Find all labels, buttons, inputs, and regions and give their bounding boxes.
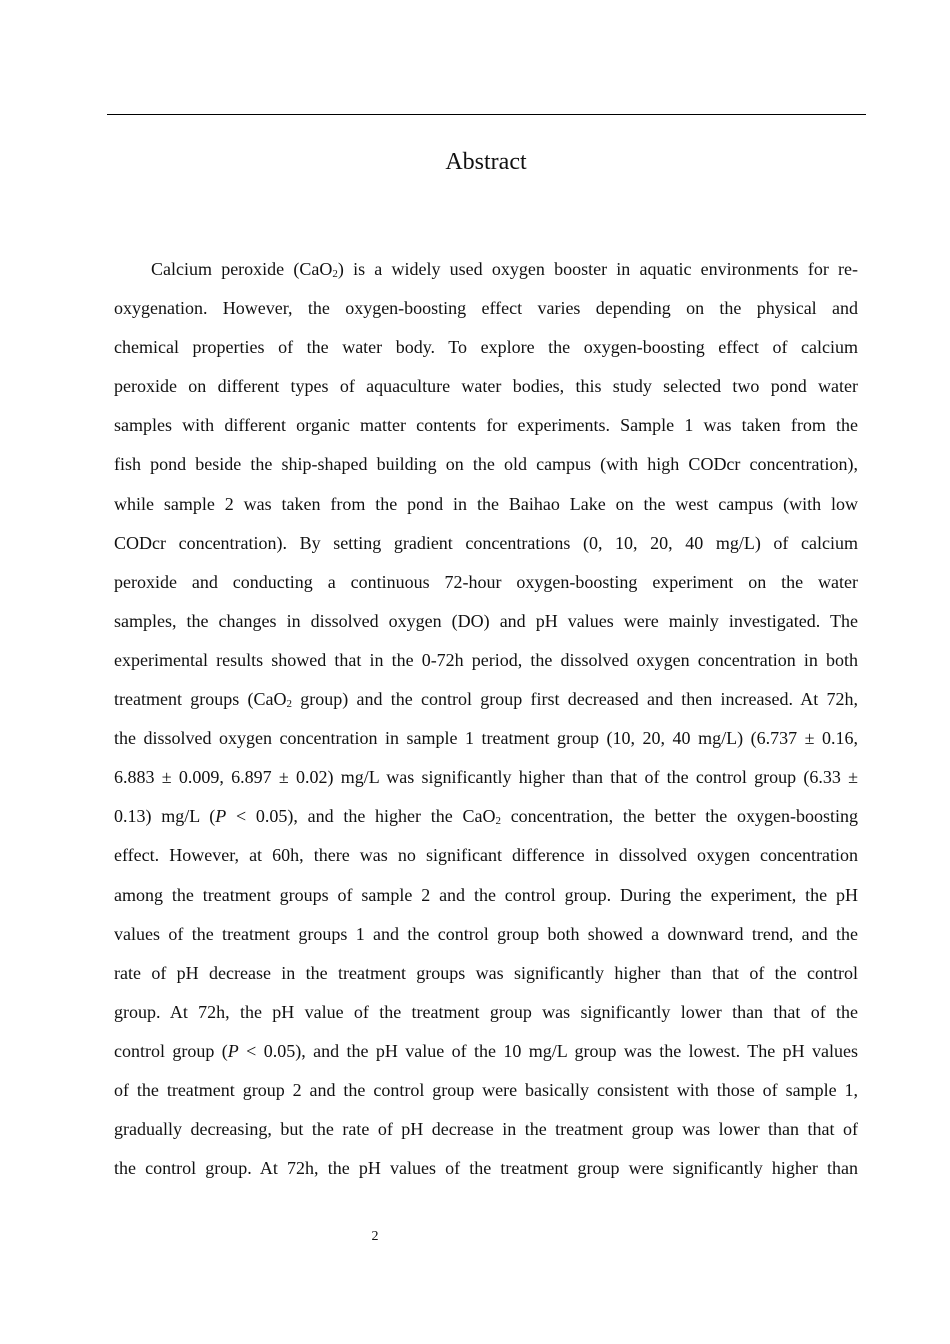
abstract-line: peroxide on different types of aquaculture water bodies, this study selected two pond water (114, 376, 858, 397)
abstract-line: gradually decreasing, but the rate of pH decrease in the treatment group was lower than that of (114, 1119, 858, 1140)
abstract-line: peroxide and conducting a continuous 72-hour oxygen-boosting experiment on the water (114, 571, 858, 592)
abstract-title: Abstract (445, 149, 527, 175)
abstract-line: fish pond beside the ship-shaped building on the old campus (with high CODcr concentration), (114, 454, 858, 475)
abstract-line: 6.883 ± 0.009, 6.897 ± 0.02) mg/L was significantly higher than that of the control group (6.33 ± (114, 767, 858, 788)
abstract-line: samples with different organic matter contents for experiments. Sample 1 was taken from the (114, 415, 858, 436)
abstract-line: group. At 72h, the pH value of the treatment group was significantly lower than that of the (114, 1001, 858, 1022)
abstract-line: oxygenation. However, the oxygen-boosting effect varies depending on the physical and (114, 298, 858, 319)
abstract-line: values of the treatment groups 1 and the control group both showed a downward trend, and the (114, 923, 858, 944)
abstract-line: of the treatment group 2 and the control group were basically consistent with those of sample 1, (114, 1079, 858, 1100)
abstract-line: control group (P < 0.05), and the pH value of the 10 mg/L group was the lowest. The pH values (114, 1040, 858, 1061)
abstract-line: CODcr concentration). By setting gradient concentrations (0, 10, 20, 40 mg/L) of calcium (114, 532, 858, 553)
abstract-line: chemical properties of the water body. To explore the oxygen-boosting effect of calcium (114, 337, 858, 358)
abstract-line: treatment groups (CaO$_2$ group) and the control group first decreased and then increased. At 72h, (114, 689, 858, 711)
abstract-line: the control group. At 72h, the pH values of the treatment group were significantly higher than (114, 1158, 858, 1179)
abstract-line: effect. However, at 60h, there was no significant difference in dissolved oxygen concentration (114, 845, 858, 866)
abstract-line: experimental results showed that in the 0-72h period, the dissolved oxygen concentration in both (114, 649, 858, 670)
page-number: 2 (371, 1229, 379, 1244)
abstract-body (114, 252, 858, 1190)
header-rule (107, 114, 866, 115)
abstract-line: samples, the changes in dissolved oxygen (DO) and pH values were mainly investigated. The (114, 610, 858, 631)
abstract-line: Calcium peroxide (CaO$_2$) is a widely used oxygen booster in aquatic environments for re- (151, 259, 859, 280)
abstract-line: among the treatment groups of sample 2 and the control group. During the experiment, the pH (114, 884, 858, 905)
abstract-line: the dissolved oxygen concentration in sample 1 treatment group (10, 20, 40 mg/L) (6.737 ± 0.16, (114, 728, 858, 749)
abstract-line: 0.13) mg/L (P < 0.05), and the higher the CaO$_2$ concentration, the better the oxygen-boosting (114, 806, 859, 828)
abstract-line: rate of pH decrease in the treatment groups was significantly higher than that of the control (114, 962, 858, 983)
abstract-line: while sample 2 was taken from the pond in the Baihao Lake on the west campus (with low (114, 493, 858, 514)
